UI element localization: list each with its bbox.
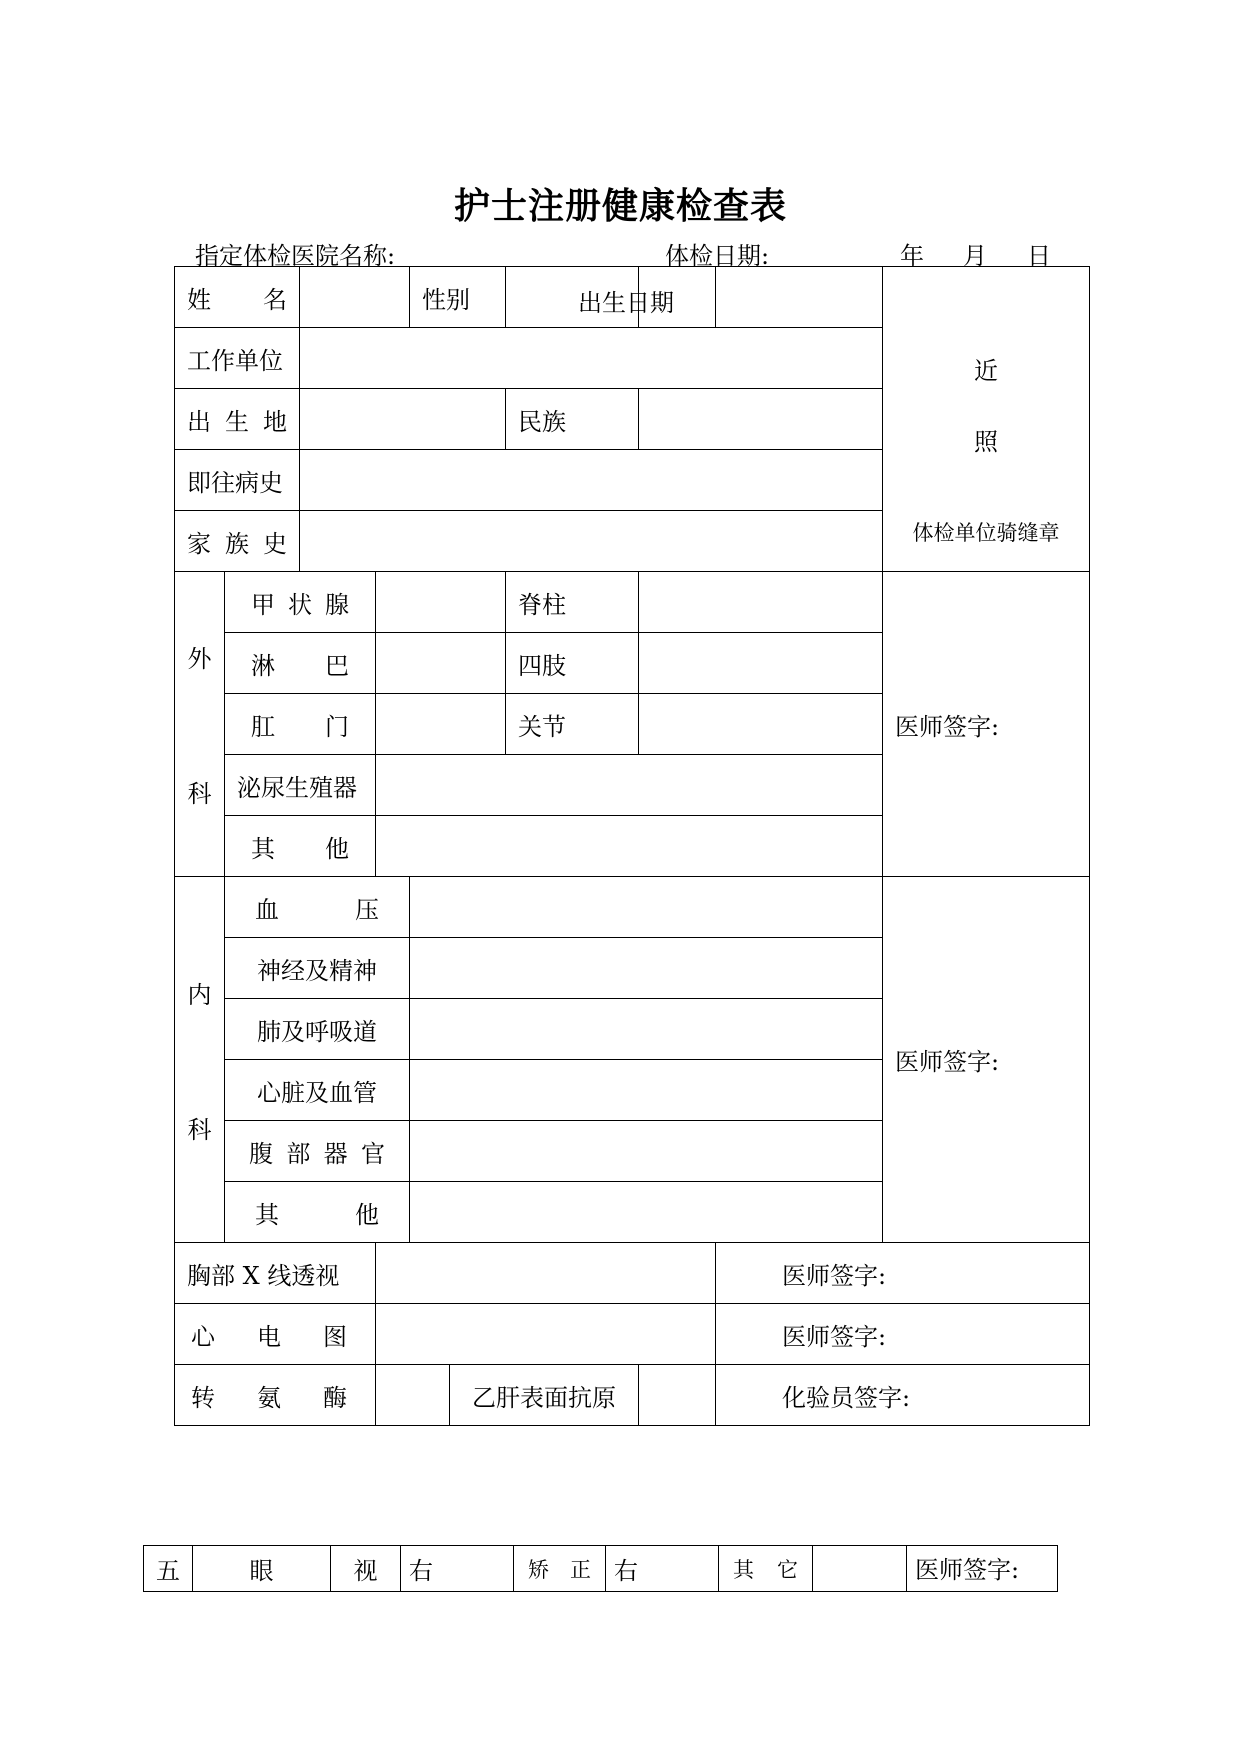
lungs-field[interactable]	[410, 999, 883, 1060]
neuro-field[interactable]	[410, 938, 883, 999]
eye-five-label: 五	[144, 1546, 193, 1592]
surgery-other-label: 其 他	[225, 816, 376, 877]
stamp-label: 体检单位骑缝章	[912, 521, 1060, 545]
internal-doctor-sign[interactable]: 医师签字:	[883, 877, 1090, 1243]
lab-sign[interactable]: 化验员签字:	[716, 1365, 1090, 1426]
joints-label: 关节	[506, 694, 639, 755]
limbs-field[interactable]	[639, 633, 883, 694]
abdomen-label: 腹 部 器 官	[225, 1121, 410, 1182]
month-label: 月	[963, 242, 987, 270]
form-title: 护士注册健康检查表	[453, 185, 787, 227]
ethnicity-label: 民族	[506, 389, 639, 450]
gender-label: 性别	[410, 267, 506, 328]
spine-field[interactable]	[639, 572, 883, 633]
name-field[interactable]	[300, 267, 410, 328]
ecg-label: 心 电 图	[175, 1304, 376, 1365]
xray-doctor-sign[interactable]: 医师签字:	[716, 1243, 1090, 1304]
eye-right-vision-field[interactable]: 右	[401, 1546, 514, 1592]
family-history-label: 家 族 史	[175, 511, 300, 572]
heart-label: 心脏及血管	[225, 1060, 410, 1121]
thyroid-field[interactable]	[376, 572, 506, 633]
hbsag-field[interactable]	[639, 1365, 716, 1426]
eye-doctor-sign[interactable]: 医师签字:	[907, 1546, 1058, 1592]
lungs-label: 肺及呼吸道	[225, 999, 410, 1060]
work-unit-field[interactable]	[300, 328, 883, 389]
photo-label-1: 近	[974, 357, 998, 385]
birth-date-text: 出生日期	[578, 289, 674, 317]
eye-exam-table	[143, 1545, 1058, 1592]
lymph-field[interactable]	[376, 633, 506, 694]
lymph-label: 淋 巴	[225, 633, 376, 694]
urogenital-label: 泌尿生殖器	[225, 755, 376, 816]
exam-date-label: 体检日期:	[665, 242, 770, 270]
hbsag-label: 乙肝表面抗原	[450, 1365, 639, 1426]
family-history-field[interactable]	[300, 511, 883, 572]
neuro-label: 神经及精神	[225, 938, 410, 999]
blood-pressure-label: 血 压	[225, 877, 410, 938]
eye-vision-label: 视	[331, 1546, 401, 1592]
photo-box	[883, 267, 1090, 572]
ecg-field[interactable]	[376, 1304, 716, 1365]
urogenital-field[interactable]	[376, 755, 883, 816]
hospital-name-label: 指定体检医院名称:	[195, 242, 396, 270]
spine-label: 脊柱	[506, 572, 639, 633]
thyroid-label: 甲 状 腺	[225, 572, 376, 633]
alt-label: 转 氨 酶	[175, 1365, 376, 1426]
heart-field[interactable]	[410, 1060, 883, 1121]
name-label: 姓 名	[175, 267, 300, 328]
past-history-field[interactable]	[300, 450, 883, 511]
alt-field[interactable]	[376, 1365, 450, 1426]
internal-section-label: 内 科	[175, 877, 225, 1243]
internal-other-label: 其 他	[225, 1182, 410, 1243]
birthplace-field[interactable]	[300, 389, 506, 450]
ecg-doctor-sign[interactable]: 医师签字:	[716, 1304, 1090, 1365]
xray-field[interactable]	[376, 1243, 716, 1304]
health-check-table	[174, 266, 1090, 1426]
birthplace-label: 出 生 地	[175, 389, 300, 450]
joints-field[interactable]	[639, 694, 883, 755]
work-unit-label: 工作单位	[175, 328, 300, 389]
eye-other-field[interactable]	[813, 1546, 907, 1592]
limbs-label: 四肢	[506, 633, 639, 694]
internal-other-field[interactable]	[410, 1182, 883, 1243]
anus-field[interactable]	[376, 694, 506, 755]
ethnicity-field[interactable]	[639, 389, 883, 450]
surgery-doctor-sign[interactable]: 医师签字:	[883, 572, 1090, 877]
abdomen-field[interactable]	[410, 1121, 883, 1182]
anus-label: 肛 门	[225, 694, 376, 755]
eye-eye-label: 眼	[193, 1546, 331, 1592]
eye-other-label: 其 它	[719, 1546, 813, 1592]
blood-pressure-field[interactable]	[410, 877, 883, 938]
surgery-section-label: 外 科	[175, 572, 225, 877]
year-label: 年	[900, 242, 924, 270]
photo-label-2: 照	[974, 428, 998, 456]
xray-label: 胸部 X 线透视	[175, 1243, 376, 1304]
birth-date-field[interactable]	[716, 267, 883, 328]
eye-right-correction-field[interactable]: 右	[606, 1546, 719, 1592]
eye-correction-label: 矫 正	[514, 1546, 606, 1592]
past-history-label: 即往病史	[175, 450, 300, 511]
day-label: 日	[1027, 242, 1051, 270]
surgery-other-field[interactable]	[376, 816, 883, 877]
